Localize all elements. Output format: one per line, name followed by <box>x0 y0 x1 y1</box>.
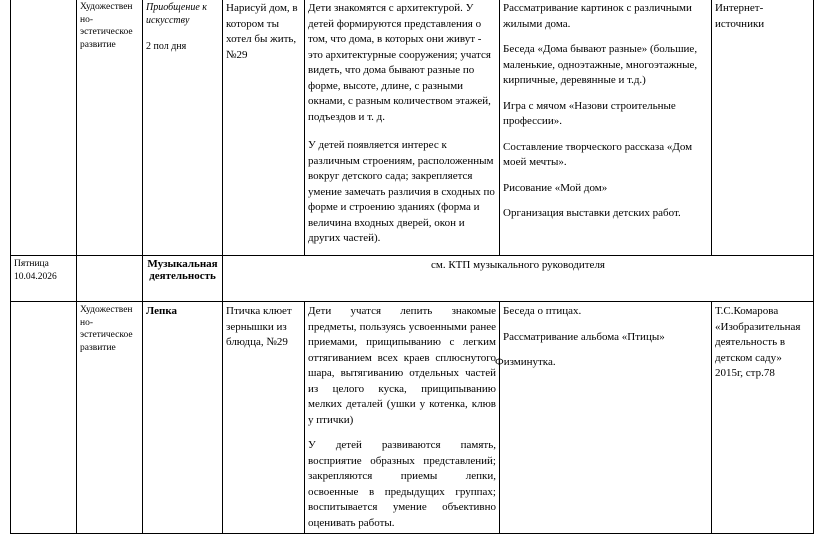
activity-cell <box>143 256 223 302</box>
day-cell <box>11 302 77 534</box>
work-item: Рассматривание картинок с различными жилыми дома. <box>503 2 692 30</box>
area-cell <box>77 0 143 256</box>
work-item: Беседа о птицах. <box>503 305 582 317</box>
area-text: Художествен но-эстетическое развитие <box>80 305 133 353</box>
tasks-cell <box>305 0 500 256</box>
table-row <box>11 256 814 302</box>
date-text: 10.04.2026 <box>14 271 57 282</box>
tasks-paragraph-2: У детей развиваются память, восприятие образных представлений; закрепляются приемы лепки, освоенные в предыдущих группах; воспитывается умение объективно оценивать работы. <box>308 439 496 529</box>
day-cell <box>11 0 77 256</box>
day-cell <box>11 256 77 302</box>
work-cell <box>500 0 712 256</box>
theme-cell <box>223 0 305 256</box>
work-item: Рассматривание альбома «Птицы» <box>503 330 665 343</box>
area-cell <box>77 302 143 534</box>
work-item: Физминутка. <box>495 356 556 368</box>
tasks-cell <box>305 302 500 534</box>
work-item: Игра с мячом «Назови строительные профессии». <box>503 99 676 127</box>
area-cell <box>77 256 143 302</box>
note-cell <box>223 256 814 302</box>
tasks-paragraph-1: Дети знакомятся с архитектурой. У детей формируются представления о том, что дома, в которых они живут - это архитектурные сооружения; учатся видеть, что дома бывают разные по форме, высоте, длине, с разными окнами, с разным количеством этажей, подъездов и т. д. <box>308 2 491 123</box>
theme-cell <box>223 302 305 534</box>
sources-text: Т.С.Комарова «Изобразительная деятельность в детском саду» 2015г, стр.78 <box>715 305 801 379</box>
table-row <box>11 0 814 256</box>
activity-text: Музыкальная деятельность <box>147 258 218 282</box>
work-item: Беседа «Дома бывают разные» (большие, маленькие, одноэтажные, многоэтажные, кирпичные, деревянные и т.д.) <box>503 43 698 86</box>
sources-cell <box>712 0 814 256</box>
theme-text: Нарисуй дом, в котором ты хотел бы жить, №29 <box>226 2 298 61</box>
activity-text: Лепка <box>146 305 178 317</box>
area-text: Художествен но-эстетическое развитие <box>80 2 133 50</box>
activity-cell <box>143 302 223 534</box>
work-item: Рисование «Мой дом» <box>503 181 608 194</box>
lesson-plan-table <box>10 0 814 534</box>
table-row <box>11 302 814 534</box>
tasks-paragraph-2: У детей появляется интерес к различным строениям, расположенным вокруг детского сада; закрепляется умение замечать различия в сходных по форме и строению зданиях (форма и величина входных дверей, окон и других частей). <box>308 139 495 244</box>
work-item: Организация выставки детских работ. <box>503 207 681 219</box>
sources-cell <box>712 302 814 534</box>
work-item: Составление творческого рассказа «Дом моей мечты». <box>503 140 693 168</box>
day-text: Пятница <box>14 259 49 269</box>
work-cell <box>495 302 712 534</box>
note-text: см. КТП музыкального руководителя <box>431 259 605 271</box>
sources-text: Интернет-источники <box>715 2 765 30</box>
group-text: 2 пол дня <box>146 41 187 52</box>
tasks-paragraph-1: Дети учатся лепить знакомые предметы, пользуясь усвоенными ранее приемами, прищипыванию с легким оттягиванием всех краев сплюснутого шара, вытягиванию отдельных частей из целого куска, прищипыванию мелких деталей (ушки у котенка, клюв у птички) <box>308 305 496 426</box>
activity-text: Приобщение к искусству <box>146 2 207 26</box>
theme-text: Птичка клюет зернышки из блюдца, №29 <box>226 305 292 348</box>
activity-cell <box>143 0 223 256</box>
